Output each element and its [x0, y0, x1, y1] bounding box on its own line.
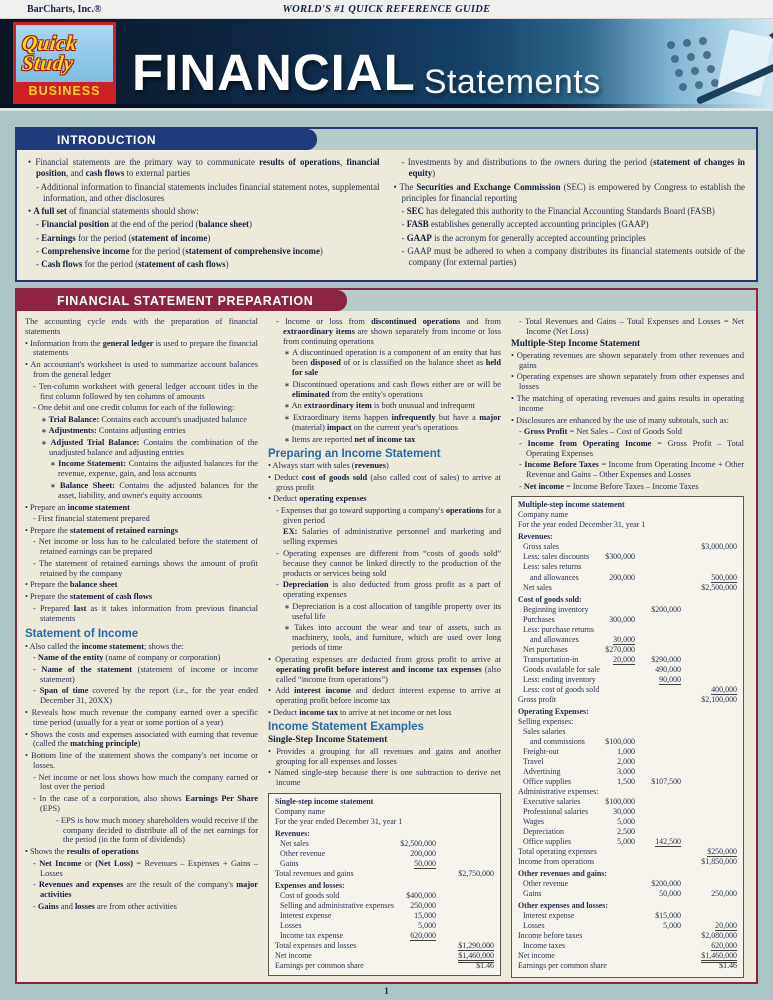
table-row: [275, 961, 494, 971]
row-label: Goods available for sale: [523, 664, 600, 674]
amount-cell: $290,000: [651, 654, 681, 664]
introduction-tab-row: [17, 129, 756, 150]
table-row: [275, 807, 494, 817]
table-row: [518, 605, 737, 615]
row-label: Net income: [275, 951, 312, 961]
amount-cell: $2,500,000: [400, 838, 436, 848]
prep-column-2-text: [268, 317, 501, 790]
row-label: and allowances: [530, 572, 579, 582]
text-item: ∗ An extraordinary item is both unusual and infrequent: [268, 401, 501, 411]
amount-cell: 620,000: [410, 931, 436, 941]
row-label: Selling expenses:: [518, 716, 574, 726]
row-label: Income from operations: [518, 856, 595, 866]
row-label: Company name: [275, 806, 326, 816]
subsection-heading: Income Statement Examples: [268, 720, 424, 733]
text-item: - GAAP must be adhered to when a company distributes its financial statements outside of the company (for external parties): [394, 246, 746, 269]
row-label: Losses: [523, 921, 545, 931]
table-row: [275, 921, 494, 931]
text-item: • Always start with sales (revenues): [268, 461, 501, 471]
table-row: [275, 817, 494, 827]
row-label: Income tax expense: [280, 931, 344, 941]
table-row: [275, 869, 494, 879]
amount-cell: 5,000: [418, 921, 436, 930]
logo-word-quick: Quick: [20, 30, 79, 55]
text-item: • The matching of operating revenues and gains results in operating income: [511, 394, 744, 414]
row-label: Operating Expenses:: [518, 706, 589, 716]
text-item: • Information from the general ledger is used to prepare the financial statements: [25, 339, 258, 359]
row-label: Less: ending inventory: [523, 674, 596, 684]
table-row: [518, 837, 737, 847]
text-item: - Revenues and expenses are the result of the company's major activities: [25, 880, 258, 900]
text-item: - The statement of retained earnings shows the amount of profit retained by the company: [25, 559, 258, 579]
text-item: ∗ Depreciation is a cost allocation of tangible property over its useful life: [268, 602, 501, 622]
table-row: [518, 542, 737, 552]
top-strip: [0, 0, 773, 19]
intro-column-2: [394, 157, 746, 273]
amount-cell: 250,000: [711, 888, 737, 898]
table-row: [518, 951, 737, 961]
table-row: [518, 787, 737, 797]
text-item: - One debit and one credit column for each of the following:: [25, 403, 258, 413]
text-item: - Income Before Taxes = Income from Operating Income + Other Revenue and Gains – Other Expenses and Losses: [511, 460, 744, 480]
page-number: 1: [384, 986, 389, 996]
row-label: Total revenues and gains: [275, 868, 354, 878]
row-label: Purchases: [523, 614, 555, 624]
table-row: [518, 532, 737, 542]
amount-cell: 2,500: [617, 826, 635, 836]
text-item: - Investments by and distributions to the owners during the period (statement of changes in equity): [394, 157, 746, 180]
preparation-tab-row: [17, 290, 756, 311]
table-row: [518, 562, 737, 572]
row-label: Net purchases: [523, 644, 568, 654]
preparation-body: [17, 311, 756, 984]
table-row: [518, 595, 737, 605]
amount-cell: 200,000: [410, 848, 436, 858]
text-item: ∗ Takes into account the wear and tear of assets, such as machinery, tools, and furniture, which are used over long periods of time: [268, 623, 501, 653]
amount-cell: 142,500: [655, 836, 681, 846]
logo-word-business: BUSINESS: [16, 82, 113, 101]
text-item: • Bottom line of the statement shows the company's net income or losses.: [25, 751, 258, 771]
text-item: • Named single-step because there is one subtraction to derive net income: [268, 768, 501, 788]
text-item: • Prepare the statement of retained earnings: [25, 526, 258, 536]
text-item: • Prepare an income statement: [25, 503, 258, 513]
text-item: - Name of the statement (statement of income or income statement): [25, 665, 258, 685]
row-label: Less: purchase returns: [523, 624, 594, 634]
quickstudy-logo: [13, 22, 116, 104]
amount-cell: $100,000: [605, 736, 635, 746]
row-label: Freight-out: [523, 746, 559, 756]
prep-column-1: [25, 317, 258, 978]
table-row: [518, 901, 737, 911]
amount-cell: $200,000: [651, 604, 681, 614]
row-label: Less: sales returns: [523, 562, 582, 572]
table-row: [518, 552, 737, 562]
text-item: • Deduct income tax to arrive at net income or net loss: [268, 708, 501, 718]
row-label: Single-step income statement: [275, 796, 374, 806]
table-row: [518, 827, 737, 837]
table-row: [518, 727, 737, 737]
single-step-income-statement-table: [268, 793, 501, 976]
row-label: Other revenue: [523, 878, 569, 888]
row-label: Revenues:: [518, 532, 553, 542]
table-row: [518, 583, 737, 593]
amount-cell: 500,000: [711, 572, 737, 582]
row-label: Net sales: [280, 838, 309, 848]
text-item: • The Securities and Exchange Commission (SEC) is empowered by Congress to establish the principles for financial reporting: [394, 182, 746, 205]
row-label: Cost of goods sold:: [518, 594, 582, 604]
row-label: Multiple-step income statement: [518, 500, 625, 510]
table-row: [518, 573, 737, 583]
multiple-step-income-statement-table: [511, 496, 744, 978]
row-label: Other expenses and losses:: [518, 901, 609, 910]
row-label: Gains: [280, 858, 299, 868]
row-label: Company name: [518, 510, 569, 520]
table-row: [518, 675, 737, 685]
text-item: - Gross Profit = Net Sales – Cost of Goods Sold: [511, 427, 744, 437]
text-item: - Comprehensive income for the period (statement of comprehensive income): [28, 246, 380, 257]
preparation-heading: FINANCIAL STATEMENT PREPARATION: [17, 290, 347, 311]
row-label: Income before taxes: [518, 931, 583, 941]
row-label: Transportation-in: [523, 654, 579, 664]
table-row: [275, 859, 494, 869]
row-label: Less: sales discounts: [523, 552, 590, 562]
text-item: - Net Income or (Net Loss) = Revenues – Expenses + Gains – Losses: [25, 859, 258, 879]
table-row: [518, 655, 737, 665]
amount-cell: 5,000: [617, 816, 635, 826]
text-item: - Earnings for the period (statement of income): [28, 233, 380, 244]
subsection-heading: Multiple-Step Income Statement: [511, 338, 641, 349]
amount-cell: $1,850,000: [701, 856, 737, 866]
prep-column-3: [511, 317, 744, 978]
table-row: [518, 645, 737, 655]
table-row: [518, 767, 737, 777]
amount-cell: 200,000: [609, 572, 635, 582]
table-row: [518, 510, 737, 520]
amount-cell: $3,000,000: [701, 542, 737, 552]
text-item: - Income from Operating Income = Gross Profit – Total Operating Expenses: [511, 439, 744, 459]
text-item: • Also called the income statement; shows the:: [25, 642, 258, 652]
text-item: • Prepare the balance sheet: [25, 580, 258, 590]
row-label: Total operating expenses: [518, 846, 597, 856]
introduction-heading: INTRODUCTION: [17, 129, 317, 150]
text-item: The accounting cycle ends with the preparation of financial statements: [25, 317, 258, 336]
text-item: - In the case of a corporation, also shows Earnings Per Share (EPS): [25, 794, 258, 814]
introduction-body: [17, 150, 756, 280]
text-item: • Add interest income and deduct interest expense to arrive at operating profit before income tax: [268, 686, 501, 706]
table-row: [275, 829, 494, 839]
amount-cell: $2,750,000: [458, 868, 494, 878]
amount-cell: $400,000: [406, 890, 436, 900]
amount-cell: 20,000: [715, 921, 737, 931]
row-label: Gains: [523, 888, 542, 898]
text-item: - First financial statement prepared: [25, 514, 258, 524]
row-label: Income taxes: [523, 941, 566, 951]
text-item: • An accountant's worksheet is used to summarize account balances from the general ledger: [25, 360, 258, 380]
row-label: Net sales: [523, 582, 552, 592]
preparation-section: [15, 288, 758, 984]
text-item: ∗ A discontinued operation is a component of an entity that has been disposed of or is classified on the balance sheet as held for sale: [268, 348, 501, 378]
table-row: [518, 961, 737, 971]
amount-cell: $107,500: [651, 776, 681, 786]
title-main: FINANCIAL: [132, 44, 416, 102]
text-item: - Net income = Income Before Taxes – Income Taxes: [511, 482, 744, 492]
row-label: Total expenses and losses: [275, 941, 357, 951]
title-banner: [0, 19, 773, 108]
row-label: Cost of goods sold: [280, 890, 340, 900]
text-item: • Prepare the statement of cash flows: [25, 592, 258, 602]
text-item: • Shows the results of operations: [25, 847, 258, 857]
table-row: [518, 889, 737, 899]
subsection-heading: Preparing an Income Statement: [268, 447, 441, 460]
prep-column-3-text: [511, 317, 744, 493]
text-item: • Operating revenues are shown separately from other revenues and gains: [511, 351, 744, 371]
text-item: ∗ Income Statement: Contains the adjusted balances for the revenue, expense, gain, and loss accounts: [25, 459, 258, 479]
table-row: [518, 879, 737, 889]
text-item: • Financial statements are the primary way to communicate results of operations, financial position, and cash flows to external parties: [28, 157, 380, 180]
amount-cell: $250,000: [707, 846, 737, 856]
row-label: Professional salaries: [523, 806, 589, 816]
row-label: Office supplies: [523, 836, 572, 846]
table-row: [275, 839, 494, 849]
row-label: Less: cost of goods sold: [523, 684, 600, 694]
amount-cell: 620,000: [711, 941, 737, 951]
subsection-heading: Single-Step Income Statement: [268, 734, 388, 745]
text-item: - Additional information to financial statements includes financial statement notes, supplemental information, and other disclosures: [28, 182, 380, 205]
table-row: [518, 717, 737, 727]
row-label: Interest expense: [523, 911, 575, 921]
amount-cell: 20,000: [613, 654, 635, 664]
quickstudy-logo-top: [16, 25, 113, 82]
text-item: • Reveals how much revenue the company earned over a specific time period (usually for a year or some portion of a year): [25, 708, 258, 728]
intro-column-1: [28, 157, 380, 273]
row-label: Advertising: [523, 766, 561, 776]
row-label: Losses: [280, 921, 302, 930]
text-item: • Disclosures are enhanced by the use of many subtotals, such as:: [511, 416, 744, 426]
amount-cell: 1,500: [617, 776, 635, 786]
text-item: - GAAP is the acronym for generally accepted accounting principles: [394, 233, 746, 244]
table-row: [275, 849, 494, 859]
row-label: Administrative expenses:: [518, 786, 599, 796]
table-row: [518, 817, 737, 827]
amount-cell: 30,000: [613, 634, 635, 644]
table-row: [518, 777, 737, 787]
amount-cell: $1,290,000: [458, 941, 494, 951]
amount-cell: $1.46: [719, 961, 737, 971]
subsection-heading: Statement of Income: [25, 628, 139, 641]
text-item: - Prepared last as it takes information from previous financial statements: [25, 604, 258, 624]
row-label: Sales salaries: [523, 726, 566, 736]
text-item: - Financial position at the end of the period (balance sheet): [28, 219, 380, 230]
text-item: - Operating expenses are different from “costs of goods sold” because they cannot be linked directly to the production of the products or services being sold: [268, 549, 501, 579]
text-item: ∗ Trial Balance: Contains each account's unadjusted balance: [25, 415, 258, 425]
row-label: Expenses and losses:: [275, 880, 345, 890]
world-tagline: WORLD'S #1 QUICK REFERENCE GUIDE: [282, 3, 491, 15]
row-label: For the year ended December 31, year 1: [518, 520, 646, 530]
introduction-section: [15, 127, 758, 282]
text-item: • A full set of financial statements should show:: [28, 206, 380, 217]
amount-cell: 30,000: [613, 806, 635, 816]
text-item: EX: Salaries of administrative personnel and marketing and selling expenses: [283, 527, 501, 547]
amount-cell: $2,100,000: [701, 694, 737, 704]
table-row: [518, 807, 737, 817]
text-item: • Operating expenses are deducted from gross profit to arrive at operating profit before interest and income tax expenses (also called “income from operations”): [268, 655, 501, 685]
row-label: Office supplies: [523, 776, 572, 786]
amount-cell: $1,460,000: [436, 951, 494, 961]
amount-cell: $270,000: [605, 644, 635, 654]
text-item: - Depreciation is also deducted from gross profit as a part of operating expenses: [268, 580, 501, 600]
publisher-name: BarCharts, Inc.®: [27, 3, 102, 15]
row-label: Selling and administrative expenses: [280, 900, 394, 910]
amount-cell: $200,000: [651, 878, 681, 888]
amount-cell: $15,000: [655, 911, 681, 921]
table-row: [518, 615, 737, 625]
text-item: - EPS is how much money shareholders would receive if the company decided to distribute all of the net earnings for the period (in the form of dividends): [25, 816, 258, 846]
row-label: Travel: [523, 756, 544, 766]
amount-cell: 250,000: [410, 900, 436, 910]
text-item: - Net income or loss has to be calculated before the statement of retained earnings can be prepared: [25, 537, 258, 557]
table-row: [518, 869, 737, 879]
table-row: [275, 931, 494, 941]
title-sub: Statements: [423, 63, 601, 101]
row-label: and allowances: [530, 634, 579, 644]
text-item: ∗ Items are reported net of income tax: [268, 435, 501, 445]
table-row: [518, 500, 737, 510]
row-label: Executive salaries: [523, 796, 581, 806]
text-item: - FASB establishes generally accepted accounting principles (GAAP): [394, 219, 746, 230]
table-row: [518, 757, 737, 767]
amount-cell: $100,000: [605, 796, 635, 806]
text-item: - Income or loss from discontinued operations and from extraordinary items are shown separately from income or loss from continuing operations: [268, 317, 501, 347]
amount-cell: $2,500,000: [701, 582, 737, 592]
table-row: [518, 737, 737, 747]
text-item: - Name of the entity (name of company or corporation): [25, 653, 258, 663]
table-row: [275, 951, 494, 961]
row-label: Wages: [523, 816, 544, 826]
table-row: [518, 685, 737, 695]
row-label: Beginning inventory: [523, 604, 589, 614]
text-item: - SEC has delegated this authority to the Financial Accounting Standards Board (FASB): [394, 206, 746, 217]
logo-word-study: Study: [20, 50, 75, 75]
table-row: [518, 911, 737, 921]
row-label: Other revenues and gains:: [518, 868, 608, 878]
amount-cell: 2,000: [617, 756, 635, 766]
row-label: For the year ended December 31, year 1: [275, 816, 403, 826]
table-row: [518, 747, 737, 757]
table-row: [275, 797, 494, 807]
amount-cell: $2,080,000: [701, 931, 737, 941]
amount-cell: 5,000: [617, 836, 635, 846]
amount-cell: $1,460,000: [681, 951, 737, 961]
text-item: ∗ Discontinued operations and cash flows either are or will be eliminated from the entity's operations: [268, 380, 501, 400]
amount-cell: 90,000: [659, 674, 681, 684]
row-label: Gross sales: [523, 542, 559, 552]
amount-cell: 300,000: [609, 614, 635, 624]
text-item: • Shows the costs and expenses associated with earning that revenue (called the matching principle): [25, 730, 258, 750]
amount-cell: 50,000: [414, 858, 436, 868]
row-label: Net income: [518, 951, 555, 961]
table-row: [518, 695, 737, 705]
table-row: [518, 857, 737, 867]
table-row: [518, 625, 737, 635]
text-item: - Cash flows for the period (statement of cash flows): [28, 259, 380, 270]
table-row: [275, 911, 494, 921]
table-row: [275, 881, 494, 891]
text-item: - Span of time covered by the report (i.e., for the year ended December 31, 20XX): [25, 686, 258, 706]
amount-cell: 400,000: [711, 684, 737, 694]
amount-cell: 490,000: [655, 664, 681, 674]
guide-title: [132, 44, 601, 102]
text-item: ∗ Adjustments: Contains adjusting entries: [25, 426, 258, 436]
text-item: • Deduct operating expenses: [268, 494, 501, 504]
amount-cell: 15,000: [414, 910, 436, 920]
amount-cell: $1.46: [476, 961, 494, 971]
text-item: - Gains and losses are from other activities: [25, 902, 258, 912]
row-label: Earnings per common share: [275, 961, 364, 971]
row-label: Gross profit: [518, 694, 557, 704]
table-row: [518, 941, 737, 951]
table-row: [275, 901, 494, 911]
amount-cell: 50,000: [659, 888, 681, 898]
amount-cell: 5,000: [663, 921, 681, 931]
table-row: [275, 941, 494, 951]
text-item: • Deduct cost of goods sold (also called cost of sales) to arrive at gross profit: [268, 473, 501, 493]
text-item: ∗ Extraordinary items happen infrequently but have a major (material) impact on the current year's operations: [268, 413, 501, 433]
text-item: • Operating expenses are shown separately from other expenses and losses: [511, 372, 744, 392]
table-row: [518, 707, 737, 717]
table-row: [518, 520, 737, 530]
row-label: Depreciation: [523, 826, 564, 836]
table-row: [518, 931, 737, 941]
text-item: • Provides a grouping for all revenues and gains and another grouping for all expenses and losses: [268, 747, 501, 767]
text-item: - Ten-column worksheet with general ledger account titles in the first column followed by ten columns of amounts: [25, 382, 258, 402]
table-row: [275, 891, 494, 901]
text-item: ∗ Adjusted Trial Balance: Contains the combination of the unadjusted balance and adjusting entries: [25, 438, 258, 458]
table-row: [518, 665, 737, 675]
prep-column-2: [268, 317, 501, 978]
text-item: - Expenses that go toward supporting a company's operations for a given period: [268, 506, 501, 526]
amount-cell: $300,000: [605, 552, 635, 562]
row-label: Other revenue: [280, 848, 326, 858]
table-row: [518, 797, 737, 807]
row-label: Revenues:: [275, 828, 310, 838]
text-item: - Net income or net loss shows how much the company earned or lost over the period: [25, 773, 258, 793]
row-label: Earnings per common share: [518, 961, 607, 971]
table-row: [518, 847, 737, 857]
text-item: - Total Revenues and Gains – Total Expenses and Losses = Net Income (Net Loss): [511, 317, 744, 337]
amount-cell: 3,000: [617, 766, 635, 776]
text-item: ∗ Balance Sheet: Contains the adjusted balances for the asset, liability, and owner's equity accounts: [25, 481, 258, 501]
row-label: and commissions: [530, 736, 585, 746]
table-row: [518, 921, 737, 931]
amount-cell: 1,000: [617, 746, 635, 756]
table-row: [518, 635, 737, 645]
row-label: Interest expense: [280, 910, 332, 920]
